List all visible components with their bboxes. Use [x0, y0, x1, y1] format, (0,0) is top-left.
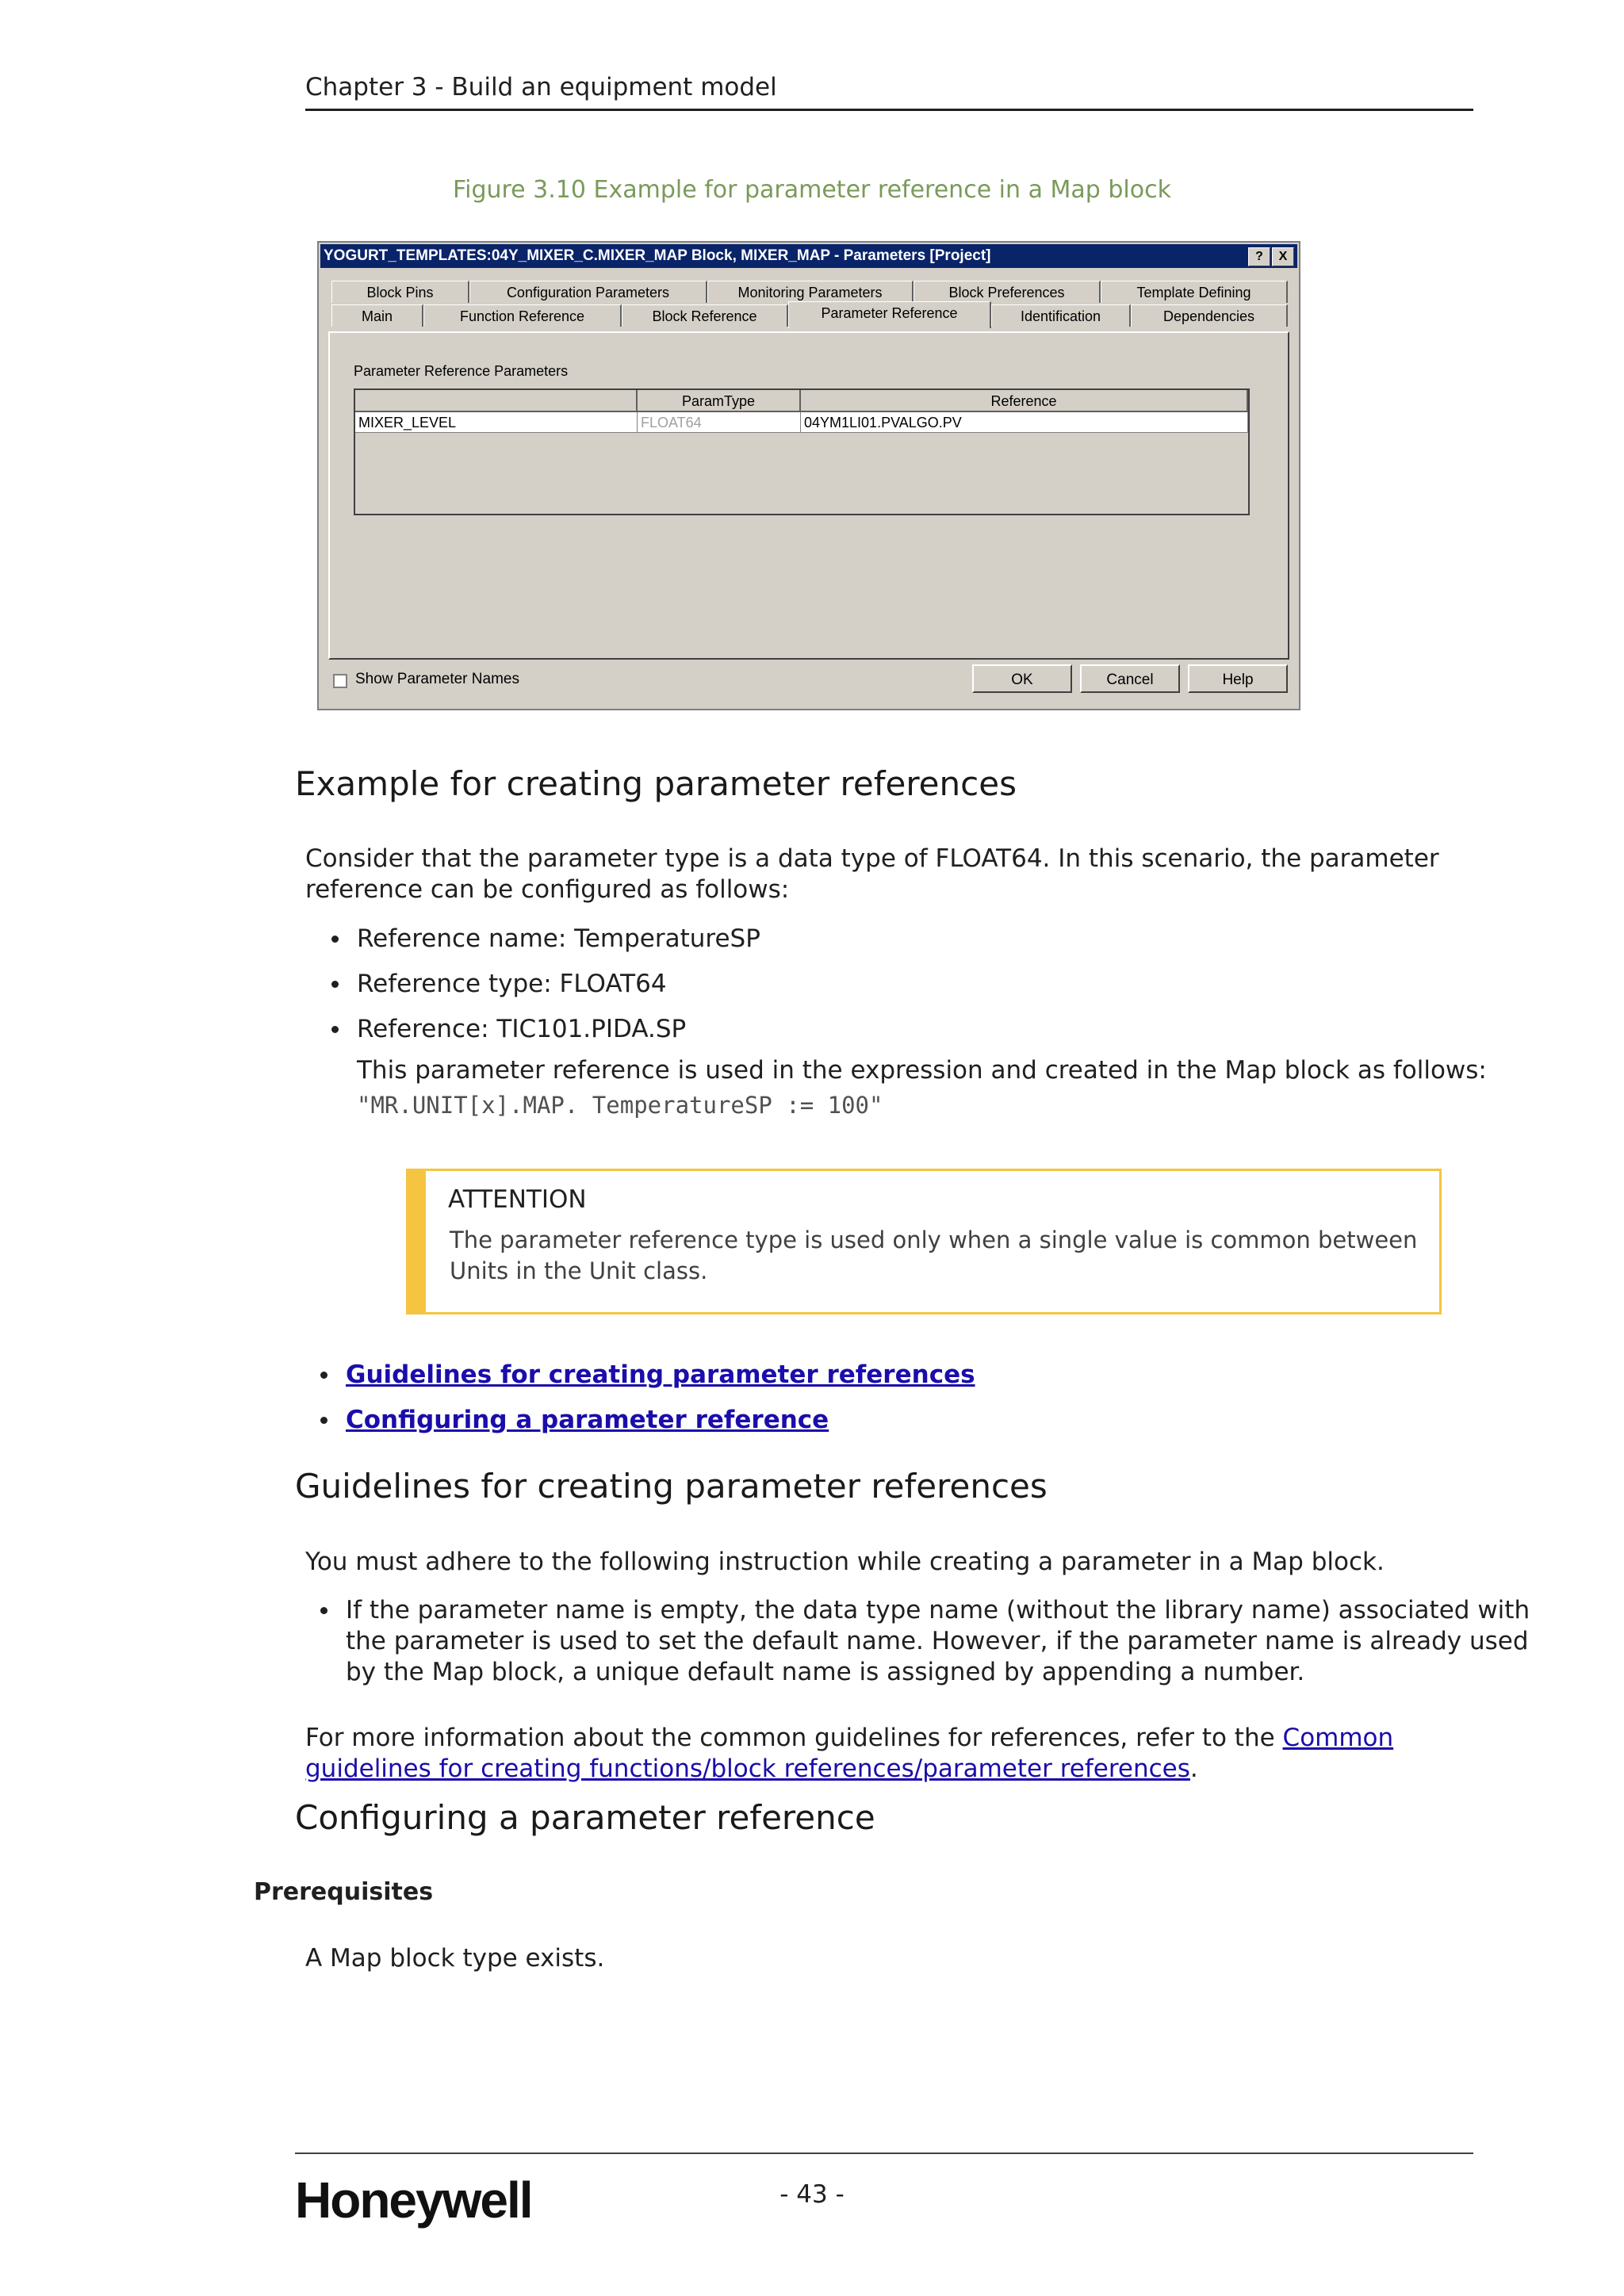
attention-box [406, 1169, 1442, 1314]
link-item [320, 1404, 829, 1436]
footer-rule [295, 2152, 1473, 2154]
intro-line-1: Consider that the parameter type is a data type of FLOAT64. In this scenario, the parameter [305, 844, 1439, 873]
tab-identification[interactable]: Identification [991, 304, 1131, 327]
section-heading-configuring: Configuring a parameter reference [295, 1798, 875, 1837]
link-item [320, 1359, 975, 1391]
list-item: Reference type: FLOAT64 [331, 968, 667, 1000]
more-info-line-1: For more information about the common guidelines for references, refer to the Common [305, 1724, 1394, 1752]
grid-header-name [355, 390, 638, 412]
tab-configuration-parameters[interactable]: Configuration Parameters [469, 281, 707, 303]
bullet-dot [320, 1607, 327, 1614]
grid-header-paramtype: ParamType [638, 390, 801, 412]
attention-bar [408, 1171, 426, 1312]
tab-main[interactable]: Main [331, 304, 423, 327]
tab-block-pins[interactable]: Block Pins [331, 281, 469, 303]
section-heading-example: Example for creating parameter references [295, 764, 1017, 803]
more-info-line-2: guidelines for creating functions/block references/parameter references. [305, 1755, 1198, 1783]
tab-monitoring-parameters[interactable]: Monitoring Parameters [707, 281, 914, 303]
usage-text: This parameter reference is used in the expression and created in the Map block as follows: [357, 1056, 1487, 1085]
help-button[interactable]: Help [1188, 664, 1288, 693]
parameter-grid [354, 388, 1250, 515]
header-rule [305, 109, 1473, 111]
common-guidelines-link[interactable]: Common [1282, 1724, 1394, 1752]
prerequisites-heading: Prerequisites [254, 1878, 434, 1906]
help-title-button[interactable]: ? [1248, 247, 1270, 266]
tab-block-reference[interactable]: Block Reference [622, 304, 788, 327]
figure-caption: Figure 3.10 Example for parameter reference in a Map block [453, 176, 1171, 204]
attention-title: ATTENTION [448, 1185, 587, 1214]
show-parameter-names-label: Show Parameter Names [355, 671, 519, 687]
tab-parameter-reference[interactable]: Parameter Reference [788, 301, 991, 328]
list-item: Reference name: TemperatureSP [331, 923, 760, 955]
link-guidelines[interactable]: Guidelines for creating parameter references [346, 1360, 975, 1389]
chapter-header: Chapter 3 - Build an equipment model [305, 73, 777, 101]
grid-header-reference: Reference [801, 390, 1248, 412]
list-item: Reference: TIC101.PIDA.SP [331, 1013, 686, 1045]
attention-line-2: Units in the Unit class. [450, 1257, 708, 1284]
grid-cell-reference[interactable]: 04YM1LI01.PVALGO.PV [801, 412, 1248, 433]
bullet-dot [320, 1417, 327, 1424]
parameters-dialog [317, 241, 1300, 710]
link-configuring[interactable]: Configuring a parameter reference [346, 1406, 829, 1434]
bullet-dot [331, 1026, 339, 1033]
prerequisites-text: A Map block type exists. [305, 1944, 605, 1973]
show-parameter-names-checkbox[interactable] [333, 674, 347, 688]
list-item: If the parameter name is empty, the data type name (without the library name) associated with [320, 1594, 1530, 1626]
tab-function-reference[interactable]: Function Reference [423, 304, 622, 327]
intro-line-2: reference can be configured as follows: [305, 875, 790, 904]
bullet-dot [320, 1372, 327, 1379]
tab-dependencies[interactable]: Dependencies [1131, 304, 1288, 327]
dialog-titlebar [320, 244, 1297, 268]
section-heading-guidelines: Guidelines for creating parameter references [295, 1467, 1048, 1506]
common-guidelines-link-cont[interactable]: guidelines for creating functions/block references/parameter references [305, 1755, 1190, 1783]
page-number: - 43 - [779, 2180, 845, 2209]
dialog-title: YOGURT_TEMPLATES:04Y_MIXER_C.MIXER_MAP Block, MIXER_MAP - Parameters [Project] [324, 247, 991, 264]
bullet-dot [331, 981, 339, 988]
guidelines-intro: You must adhere to the following instruction while creating a parameter in a Map block. [305, 1548, 1385, 1576]
attention-line-1: The parameter reference type is used only when a single value is common between [450, 1226, 1418, 1253]
honeywell-logo: Honeywell [295, 2172, 532, 2229]
close-title-button[interactable]: X [1272, 247, 1294, 266]
tab-template-defining[interactable]: Template Defining [1101, 281, 1288, 303]
tab-block-preferences[interactable]: Block Preferences [914, 281, 1101, 303]
grid-cell-name[interactable]: MIXER_LEVEL [355, 412, 638, 433]
guideline-line-2: the parameter is used to set the default name. However, if the parameter name is already used [346, 1627, 1529, 1655]
guideline-line-3: by the Map block, a unique default name is assigned by appending a number. [346, 1658, 1305, 1686]
cancel-button[interactable]: Cancel [1080, 664, 1180, 693]
group-label: Parameter Reference Parameters [354, 363, 569, 379]
grid-cell-type: FLOAT64 [638, 412, 801, 433]
code-example: "MR.UNIT[x].MAP. TemperatureSP := 100" [357, 1092, 883, 1119]
bullet-dot [331, 936, 339, 943]
ok-button[interactable]: OK [972, 664, 1072, 693]
